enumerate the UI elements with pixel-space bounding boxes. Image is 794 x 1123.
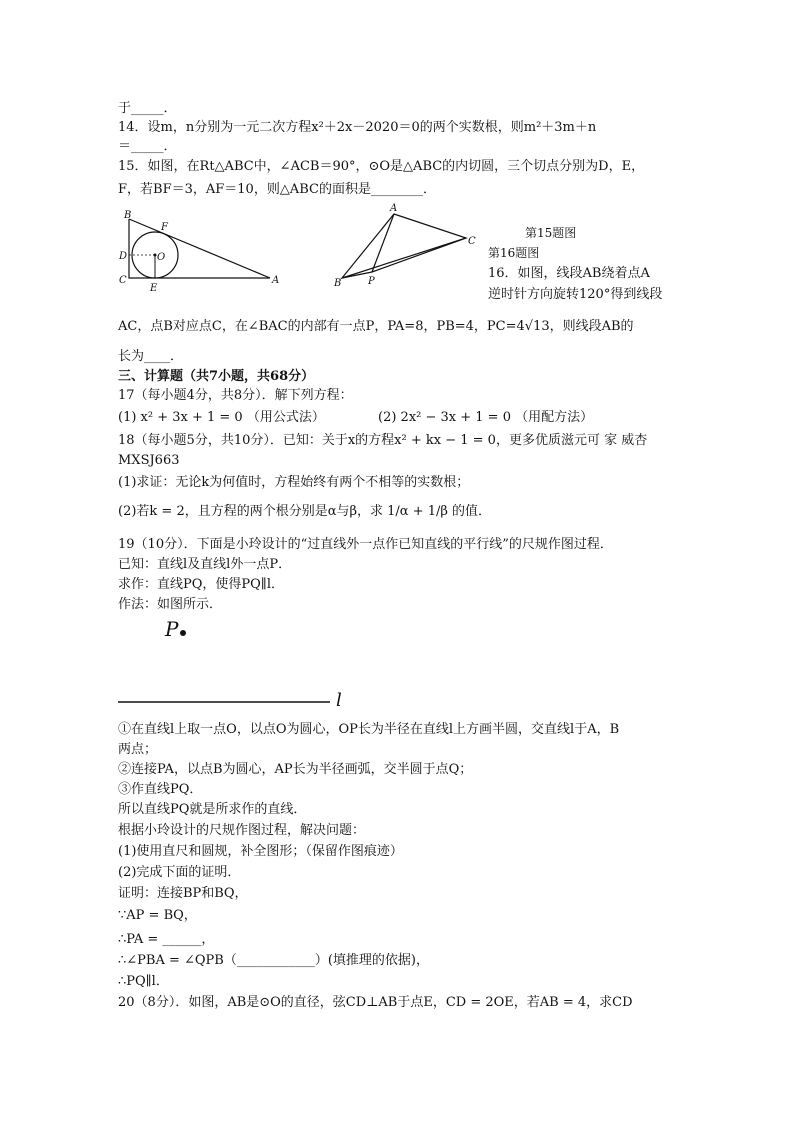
q19-proof-5: ∴PQ∥l． xyxy=(118,974,169,989)
fig15-label-A: A xyxy=(272,275,280,286)
q19-stem: 19（10分）．下面是小玲设计的“过直线外一点作已知直线的平行线”的尺规作图过程． xyxy=(118,537,613,552)
fig15-label-C: C xyxy=(119,275,127,286)
q13-tail: 于_____． xyxy=(118,101,177,116)
q19-step1-cont: 两点； xyxy=(118,742,158,757)
q19-proof-1: 证明：连接BP和BQ， xyxy=(118,886,248,901)
q16-line1: 16．如图，线段AB绕着点A xyxy=(488,266,650,281)
q19-task-intro: 根据小玲设计的尺规作图过程，解决问题： xyxy=(118,823,366,838)
q19-given: 已知：直线l及直线l外一点P． xyxy=(118,557,292,572)
q20-stem: 20（8分）．如图，AB是⊙O的直径，弦CD⊥AB于点E，CD = 2OE，若AB = 4，求CD xyxy=(118,995,633,1010)
section-3-heading: 三、计算题（共7小题，共68分） xyxy=(118,369,315,384)
q17-part2: (2) 2x² − 3x + 1 = 0 （用配方法） xyxy=(378,410,594,425)
fig16-label-P: P xyxy=(368,276,375,287)
fig15-caption: 第15题图 xyxy=(525,226,577,240)
fig19-line-l xyxy=(118,696,338,708)
q15-line2: F，若BF＝3，AF＝10，则△ABC的面积是________． xyxy=(118,182,436,197)
fig19-line-label: l xyxy=(336,690,342,711)
fig19-point-dot xyxy=(178,628,188,638)
q19-proof-2: ∵AP = BQ， xyxy=(118,908,197,923)
q19-step2: ②连接PA，以点B为圆心，AP长为半径画弧，交半圆于点Q； xyxy=(118,762,473,777)
fig15-label-O: O xyxy=(157,252,166,263)
q19-step3: ③作直线PQ． xyxy=(118,782,203,797)
q19-task2: (2)完成下面的证明． xyxy=(118,865,241,880)
fig15-label-E: E xyxy=(150,283,158,294)
fig15-label-D: D xyxy=(119,251,128,262)
q18-part1: (1)求证：无论k为何值时，方程始终有两个不相等的实数根； xyxy=(118,475,470,490)
fig16-caption: 第16题图 xyxy=(488,246,540,260)
fig19-point-label: P xyxy=(165,617,179,641)
fig16-label-B: B xyxy=(334,278,342,289)
q19-step1: ①在直线l上取一点O，以点O为圆心，OP长为半径在直线l上方画半圆，交直线l于A，B xyxy=(118,722,620,737)
q14-line2: ＝_____． xyxy=(118,139,177,154)
fig15-label-B: B xyxy=(124,210,132,221)
q19-method: 作法：如图所示． xyxy=(118,597,223,612)
q17-part1: (1) x² + 3x + 1 = 0 （用公式法） xyxy=(118,410,325,425)
q18-stem: 18（每小题5分，共10分）．已知：关于x的方程x² + kx − 1 = 0，更多优质滋元可 家 威杏 xyxy=(118,433,648,448)
q19-task1: (1)使用直尺和圆规，补全图形；（保留作图痕迹） xyxy=(118,844,403,859)
q17-stem: 17（每小题4分，共8分）．解下列方程： xyxy=(118,388,353,403)
q18-stem-cont: MXSJ663 xyxy=(118,453,180,468)
q15-line1: 15．如图，在Rt△ABC中，∠ACB＝90°，⊙O是△ABC的内切圆，三个切点分别为D，E， xyxy=(118,159,645,174)
q19-find: 求作：直线PQ，使得PQ∥l． xyxy=(118,577,284,592)
q19-proof-3: ∴PA = ______， xyxy=(118,932,215,947)
fig16-label-C: C xyxy=(468,236,476,247)
fig16-label-A: A xyxy=(390,203,398,214)
figure-15-triangle-incircle xyxy=(115,205,285,295)
q14-line1: 14．设m，n分别为一元二次方程x²＋2x－2020＝0的两个实数根，则m²＋3m＋n xyxy=(118,120,597,135)
q19-conclusion: 所以直线PQ就是所求作的直线． xyxy=(118,802,307,817)
figure-16-rotation xyxy=(328,200,488,292)
fig15-label-F: F xyxy=(161,222,168,233)
q16-line3: AC，点B对应点C，在∠BAC的内部有一点P，PA=8，PB=4，PC=4√13，则线段AB的 xyxy=(118,319,634,334)
q16-line2: 逆时针方向旋转120°得到线段 xyxy=(488,287,663,302)
q16-line4: 长为____． xyxy=(118,349,184,364)
q19-proof-4: ∴∠PBA = ∠QPB（____________）(填推理的依据)， xyxy=(118,953,430,968)
q18-part2: (2)若k = 2，且方程的两个根分别是α与β，求 1/α + 1/β 的值． xyxy=(118,504,492,519)
